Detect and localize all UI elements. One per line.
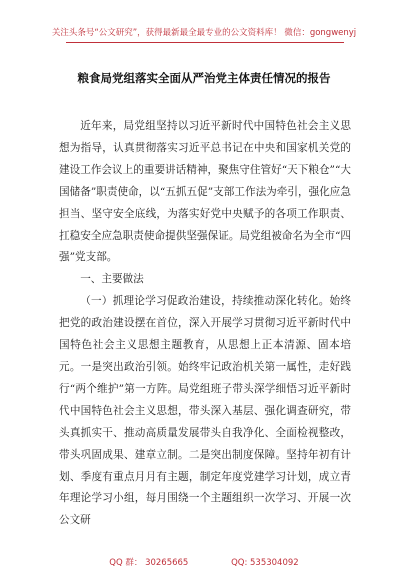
header-divider bbox=[66, 42, 344, 43]
header-banner: 关注头条号“公文研究”，获得最新最全最专业的公文资料库！ 微信：gongwenyj bbox=[51, 28, 357, 38]
footer-qq-number: QQ: 535304092 bbox=[231, 558, 299, 568]
document-title: 粮食局党组落实全面从严治党主体责任情况的报告 bbox=[77, 71, 331, 85]
document-body bbox=[59, 116, 351, 532]
subsection-paragraph: （一）抓理论学习促政治建设，持续推动深化转化。始终把党的政治建设摆在首位，深入开展学习贯彻习近平新时代中国特色社会主义思想主题教育，从思想上正本清源、固本培元。一是突出政治引领。始终牢记政治机关第一属性，走好践行“两个维护”第一方阵。局党组班子带头深学细悟习近平新时代中国特色社会主义思想，带头深入基层、强化调查研究，带头真抓实干、推动高质量发展带头自我净化、全面检视整改，带头巩固成果、建章立制。二是突出制度保障。坚持年初有计划、季度有重点月月有主题，制定年度党建学习计划，成立青年理论学习小组，每月围绕一个主题组织一次学习、开展一次公文研 bbox=[59, 295, 351, 527]
intro-paragraph: 近年来，局党组坚持以习近平新时代中国特色社会主义思想为指导，认真贯彻落实习近平总书记在中央和国家机关党的建设工作会议上的重要讲话精神，聚焦守住管好“天下粮仓”“大国储备”职责使命，以“五抓五促”支部工作法为牵引，强化应急担当、坚守安全底线，为落实好党中央赋予的各项工作职责、扛稳安全应急职责使命提供坚强保证。局党组被命名为全市“四强”党支部。 bbox=[59, 120, 351, 264]
footer-banner bbox=[0, 556, 408, 568]
section-heading: 一、主要做法 bbox=[80, 273, 144, 286]
footer-qq-group: QQ 群： 30265665 bbox=[109, 558, 189, 568]
